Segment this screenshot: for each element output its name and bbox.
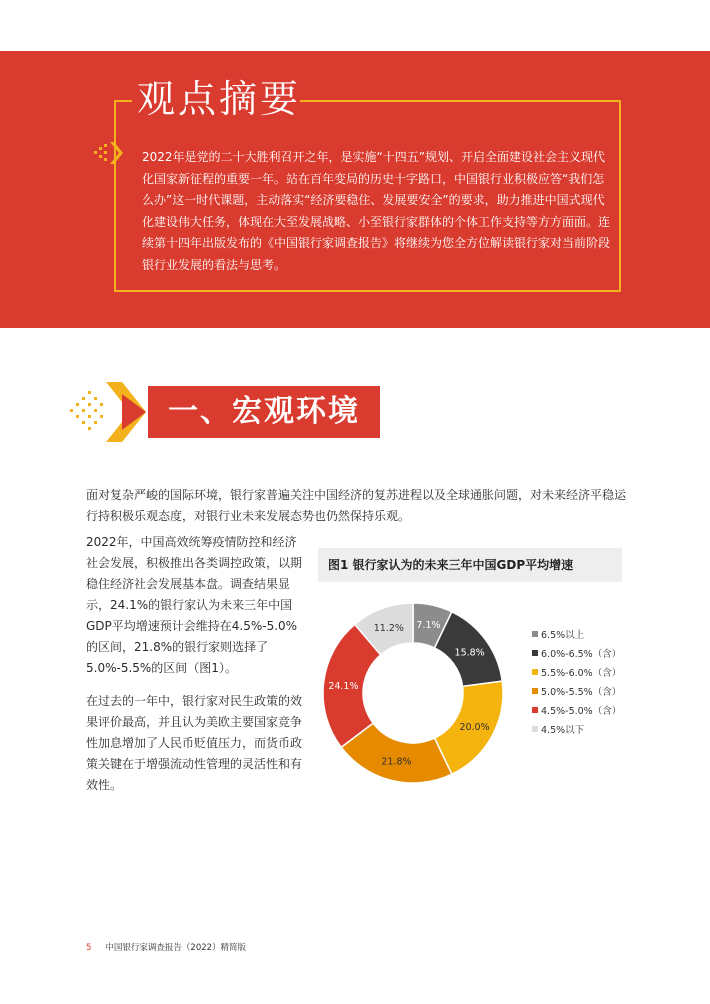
legend-swatch (532, 650, 538, 656)
legend-swatch (532, 707, 538, 713)
summary-text: 2022年是党的二十大胜利召开之年，是实施“十四五”规划、开启全面建设社会主义现代化国家新征程的重要一年。站在百年变局的历史十字路口，中国银行业积极应答“我们怎么办”这一时代课题，主动落实“经济要稳住、发展要安全”的要求，助力推进中国式现代化建设伟大任务，体现在大至发展战略、小至银行家群体的个体工作支持等方方面面。连续第十四年出版发布的《中国银行家调查报告》将继续为您全方位解读银行家对当前阶段银行业发展的看法与思考。 (142, 150, 611, 272)
legend-label: 4.5%-5.0%（含） (541, 706, 622, 717)
slice-data-label: 11.2% (373, 622, 404, 634)
legend-swatch (532, 726, 538, 732)
summary-title: 观点摘要 (137, 77, 302, 121)
legend-swatch (532, 688, 538, 694)
legend-swatch (532, 631, 538, 637)
legend-swatch (532, 669, 538, 675)
chevron-right-icon (92, 140, 126, 166)
figure-title: 图1 银行家认为的未来三年中国GDP平均增速 (318, 548, 622, 582)
summary-frame-top-left (114, 100, 132, 102)
intro-paragraph: 面对复杂严峻的国际环境，银行家普遍关注中国经济的复苏进程以及全球通胀问题，对未来经济平稳运行持积极乐观态度，对银行业未来发展态势也仍然保持乐观。 (86, 488, 627, 523)
slice-data-label: 15.8% (454, 647, 485, 659)
body-paragraph-1: 2022年，中国高效统筹疫情防控和经济社会发展，积极推出各类调控政策，以期稳住经济社会发展基本盘。调查结果显示，24.1%的银行家认为未来三年中国GDP平均增速预计会维持在4.5%-5.0%的区间，21.8%的银行家则选择了5.0%-5.5%的区间（图1）。 (86, 535, 303, 675)
legend-label: 6.5%以上 (541, 630, 585, 641)
page-number: 5 (86, 943, 92, 953)
slice-data-label: 24.1% (328, 680, 359, 692)
legend-item (532, 702, 621, 721)
section-decoration-icon (66, 380, 148, 444)
legend-item (532, 626, 621, 645)
donut-chart (318, 598, 508, 788)
body-paragraph-2: 在过去的一年中，银行家对民生政策的效果评价最高，并且认为美欧主要国家竞争性加息增加了人民币贬值压力，而货币政策关键在于增强流动性管理的灵活性和有效性。 (86, 694, 303, 792)
slice-data-label: 20.0% (459, 721, 490, 733)
legend-label: 6.0%-6.5%（含） (541, 649, 622, 660)
legend-item (532, 664, 621, 683)
legend-item (532, 721, 621, 740)
legend-label: 5.0%-5.5%（含） (541, 687, 622, 698)
page-footer (86, 941, 246, 953)
section-heading: 一、宏观环境 (148, 386, 380, 438)
footer-title: 中国银行家调查报告（2022）精简版 (105, 943, 247, 953)
summary-frame-top-right (300, 100, 621, 102)
chart-legend (532, 626, 621, 740)
legend-label: 4.5%以下 (541, 725, 585, 736)
slice-data-label: 7.1% (416, 620, 441, 632)
legend-label: 5.5%-6.0%（含） (541, 668, 622, 679)
slice-data-label: 21.8% (381, 756, 412, 768)
legend-item (532, 683, 621, 702)
legend-item (532, 645, 621, 664)
